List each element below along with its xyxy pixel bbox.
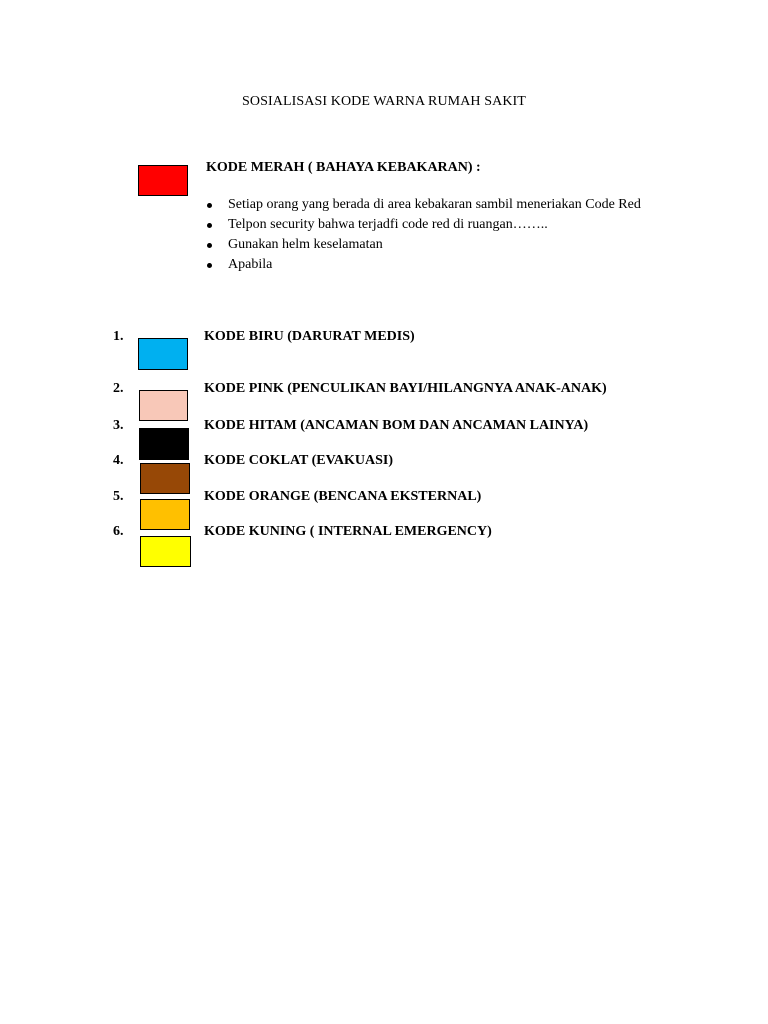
code-red-swatch	[138, 165, 188, 196]
list-item	[206, 196, 656, 214]
code-orange-swatch	[140, 499, 190, 530]
code-blue-swatch	[138, 338, 188, 370]
code-black-swatch	[139, 428, 189, 460]
code-orange-label: KODE ORANGE (BENCANA EKSTERNAL)	[204, 489, 482, 504]
code-red-instructions	[206, 196, 656, 276]
bullet-icon	[207, 243, 212, 248]
code-pink-swatch	[139, 390, 188, 421]
code-red-heading: KODE MERAH ( BAHAYA KEBAKARAN) :	[206, 160, 481, 175]
code-number: 6.	[113, 524, 124, 539]
code-number: 2.	[113, 381, 124, 396]
code-black-label: KODE HITAM (ANCAMAN BOM DAN ANCAMAN LAINYA)	[204, 418, 589, 433]
instruction-text: Telpon security bahwa terjadfi code red di ruangan……..	[228, 217, 548, 232]
bullet-icon	[207, 203, 212, 208]
code-pink-label: KODE PINK (PENCULIKAN BAYI/HILANGNYA ANAK-ANAK)	[204, 381, 607, 396]
instruction-text: Apabila	[228, 257, 273, 272]
code-brown-swatch	[140, 463, 190, 494]
list-item	[206, 216, 656, 234]
bullet-icon	[207, 263, 212, 268]
code-blue-label: KODE BIRU (DARURAT MEDIS)	[204, 329, 415, 344]
instruction-text: Setiap orang yang berada di area kebakaran sambil meneriakan Code Red	[228, 197, 641, 212]
code-brown-label: KODE COKLAT (EVAKUASI)	[204, 453, 394, 468]
code-yellow-label: KODE KUNING ( INTERNAL EMERGENCY)	[204, 524, 492, 539]
bullet-icon	[207, 223, 212, 228]
code-number: 1.	[113, 329, 124, 344]
code-number: 5.	[113, 489, 124, 504]
list-item	[206, 236, 656, 254]
code-number: 4.	[113, 453, 124, 468]
code-number: 3.	[113, 418, 124, 433]
code-yellow-swatch	[140, 536, 191, 567]
list-item	[206, 256, 656, 274]
document-title: SOSIALISASI KODE WARNA RUMAH SAKIT	[242, 94, 526, 109]
instruction-text: Gunakan helm keselamatan	[228, 237, 383, 252]
